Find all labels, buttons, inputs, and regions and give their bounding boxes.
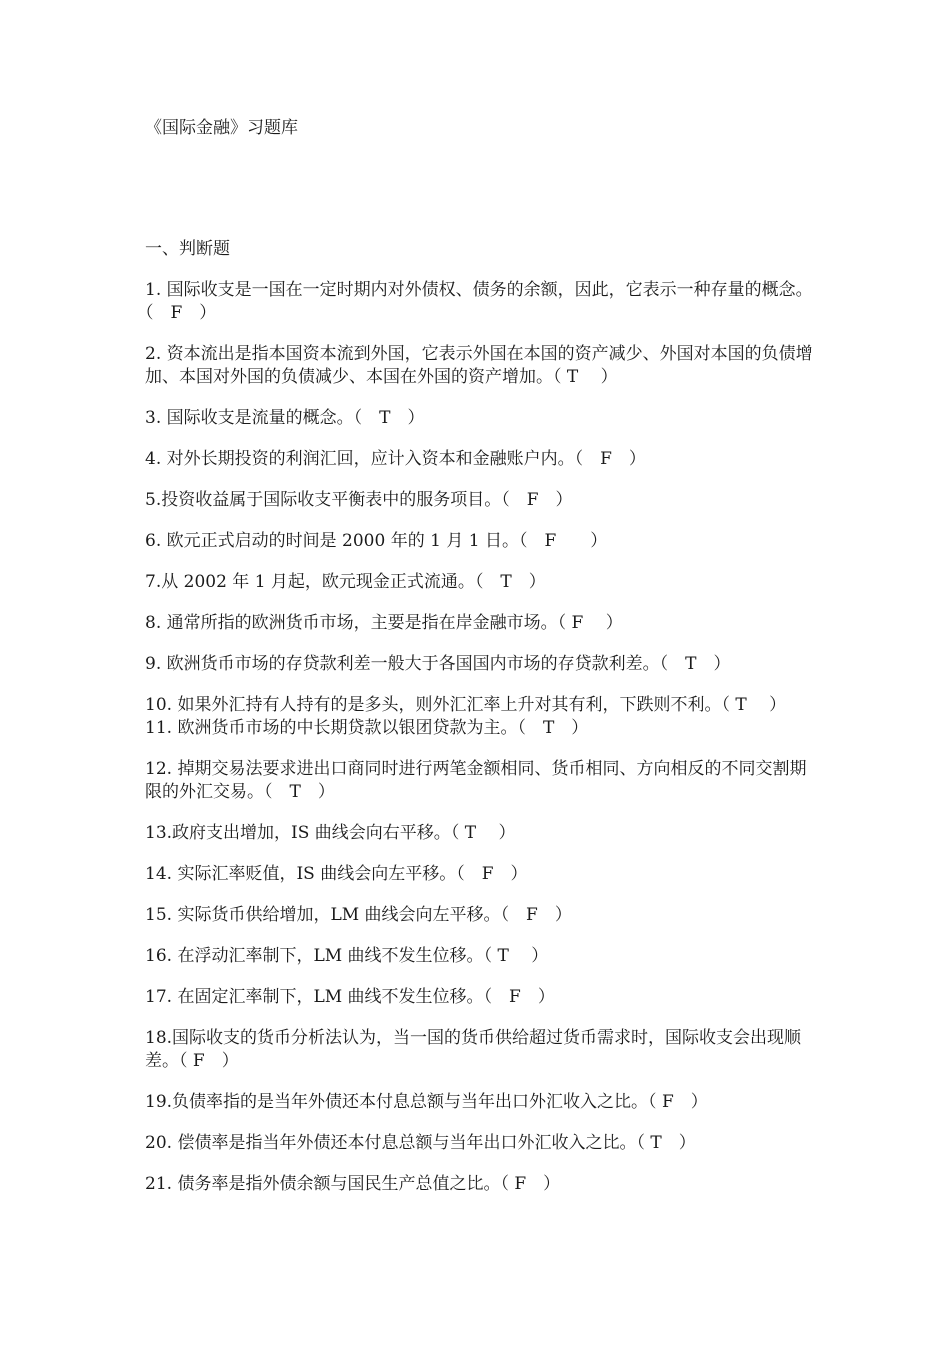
question-item xyxy=(145,448,815,471)
question-item xyxy=(145,758,815,804)
question-item xyxy=(145,986,815,1009)
question-answer: （ F ） xyxy=(648,1092,708,1112)
question-item xyxy=(145,530,815,553)
question-number: 9. xyxy=(145,654,162,674)
question-number: 17. xyxy=(145,987,173,1007)
question-answer: （ F ） xyxy=(179,1051,239,1071)
question-item xyxy=(145,945,815,968)
question-text: 偿债率是指当年外债还本付息总额与当年出口外汇收入之比。 xyxy=(177,1133,637,1153)
question-number: 13. xyxy=(145,823,173,843)
question-answer: （ T ） xyxy=(636,1133,696,1153)
question-text: 国际收支的货币分析法认为，当一国的货币供给超过货币需求时，国际收支会出现顺差。 xyxy=(145,1028,802,1071)
question-number: 19. xyxy=(145,1092,173,1112)
question-number: 10. xyxy=(145,695,173,715)
question-item xyxy=(145,612,815,635)
question-number: 3. xyxy=(145,408,162,428)
question-item xyxy=(145,1132,815,1155)
question-number: 6. xyxy=(145,531,162,551)
question-text: 对外长期投资的利润汇回，应计入资本和金融账户内。 xyxy=(166,449,575,469)
question-answer: （ T ） xyxy=(474,572,546,592)
question-number: 12. xyxy=(145,759,173,779)
question-text: 从 2002 年 1 月起，欧元现金正式流通。 xyxy=(161,572,475,592)
question-answer: （ F ） xyxy=(456,864,528,884)
question-number: 1. xyxy=(145,280,162,300)
question-answer: （ T ） xyxy=(483,946,549,966)
question-answer: （ F ） xyxy=(574,449,646,469)
document-title: 《国际金融》习题库 xyxy=(145,118,298,138)
question-text: 国际收支是流量的概念。 xyxy=(166,408,354,428)
question-answer: （ T ） xyxy=(353,408,425,428)
question-text: 投资收益属于国际收支平衡表中的服务项目。 xyxy=(161,490,502,510)
question-text: 负债率指的是当年外债还本付息总额与当年出口外汇收入之比。 xyxy=(172,1092,649,1112)
question-answer: （ F ） xyxy=(145,303,217,323)
question-text: 欧元正式启动的时间是 2000 年的 1 月 1 日。 xyxy=(166,531,519,551)
question-item xyxy=(145,694,815,717)
question-answer: （ F ） xyxy=(518,531,608,551)
question-number: 7. xyxy=(145,572,162,592)
question-answer: （ T ） xyxy=(450,823,516,843)
question-answer: （ F ） xyxy=(501,490,573,510)
question-text: 实际货币供给增加，LM 曲线会向左平移。 xyxy=(177,905,501,925)
question-item xyxy=(145,863,815,886)
question-answer: （ F ） xyxy=(557,613,623,633)
question-text: 欧洲货币市场的中长期贷款以银团贷款为主。 xyxy=(177,718,518,738)
question-answer: （ T ） xyxy=(264,782,335,802)
question-item xyxy=(145,407,815,430)
question-answer: （ F ） xyxy=(483,987,555,1007)
question-text: 资本流出是指本国资本流到外国，它表示外国在本国的资产减少、外国对本国的负债增加、本国对外国的负债减少、本国在外国的资产增加。 xyxy=(145,344,813,387)
question-text: 债务率是指外债余额与国民生产总值之比。 xyxy=(177,1174,501,1194)
question-number: 11. xyxy=(145,718,173,738)
question-answer: （ T ） xyxy=(517,718,589,738)
question-item xyxy=(145,822,815,845)
question-text: 通常所指的欧洲货币市场，主要是指在岸金融市场。 xyxy=(166,613,558,633)
question-text: 欧洲货币市场的存贷款利差一般大于各国国内市场的存贷款利差。 xyxy=(166,654,660,674)
question-answer: （ F ） xyxy=(500,905,572,925)
question-item xyxy=(145,653,815,676)
question-number: 15. xyxy=(145,905,173,925)
question-text: 掉期交易法要求进出口商同时进行两笔金额相同、货币相同、方向相反的不同交割期限的外汇交易。 xyxy=(145,759,807,802)
question-list xyxy=(145,279,815,1214)
question-answer: （ F ） xyxy=(500,1174,561,1194)
question-item xyxy=(145,279,815,325)
question-answer: （ T ） xyxy=(553,367,618,387)
question-item xyxy=(145,1027,815,1073)
question-answer: （ T ） xyxy=(659,654,731,674)
question-number: 14. xyxy=(145,864,173,884)
question-number: 16. xyxy=(145,946,173,966)
question-number: 18. xyxy=(145,1028,173,1048)
question-item xyxy=(145,1091,815,1114)
question-number: 8. xyxy=(145,613,162,633)
question-number: 4. xyxy=(145,449,162,469)
question-answer: （ T ） xyxy=(721,695,787,715)
question-item xyxy=(145,343,815,389)
question-number: 2. xyxy=(145,344,162,364)
question-item xyxy=(145,1173,815,1196)
question-number: 20. xyxy=(145,1133,173,1153)
section-heading: 一、判断题 xyxy=(145,239,230,259)
question-item xyxy=(145,904,815,927)
question-item xyxy=(145,571,815,594)
question-item xyxy=(145,717,815,740)
question-text: 实际汇率贬值，IS 曲线会向左平移。 xyxy=(177,864,457,884)
question-number: 5. xyxy=(145,490,162,510)
question-number: 21. xyxy=(145,1174,173,1194)
question-text: 在浮动汇率制下，LM 曲线不发生位移。 xyxy=(177,946,484,966)
question-text: 如果外汇持有人持有的是多头，则外汇汇率上升对其有利，下跌则不利。 xyxy=(177,695,722,715)
question-text: 国际收支是一国在一定时期内对外债权、债务的余额，因此，它表示一种存量的概念。 xyxy=(166,280,813,300)
question-text: 政府支出增加，IS 曲线会向右平移。 xyxy=(172,823,451,843)
question-text: 在固定汇率制下，LM 曲线不发生位移。 xyxy=(177,987,484,1007)
question-item xyxy=(145,489,815,512)
